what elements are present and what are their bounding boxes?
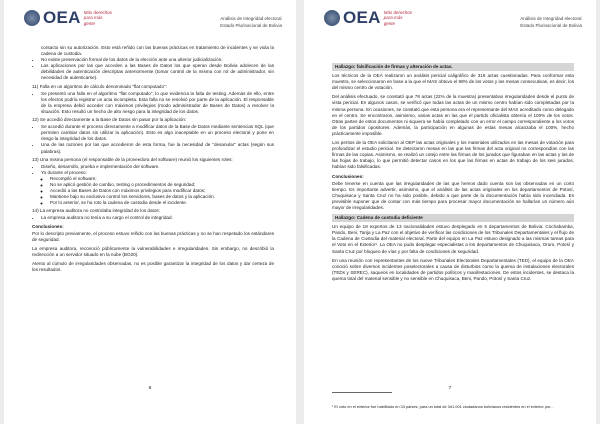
oea-seal-icon: [24, 10, 40, 26]
body-paragraph: Los peritos de la OEA solicitaron al OEP las actas originales y los materiales utilizados en las mesas de votación para profundizar el estudio pericial. Se detectaron mesas en las que las firmas del acta original no correspondían con las firmas de las copias. Asimismo, se realizó un cotejo entre las firmas de los jurados que figuraban en las actas y las de las hojas de trabajo, lo que permitió detectar casos en los que las firmas en actas de trabajo de los seis jurados, habían sido falsificadas.: [332, 140, 574, 170]
header-line-2: Estado Plurinacional de Bolivia: [220, 23, 282, 28]
logo-text: OEA: [43, 8, 81, 27]
sub-list-item: ◦ Por lo anterior, se ha roto la cadena de custodia desde el incidente.: [50, 200, 274, 206]
list-item: • La empresa auditora no tenía a su cargo el control de integridad.: [41, 215, 274, 221]
section-heading-custody: Hallazgo: Cadena de custodia deficiente: [332, 214, 574, 222]
document-page-left: [4, 0, 296, 424]
header-line-2: Estado Plurinacional de Bolivia: [520, 23, 582, 28]
page-number: 6: [148, 386, 152, 391]
oea-seal-icon: [324, 10, 340, 26]
finding-13-sublist: [41, 176, 274, 206]
page-header: [220, 15, 282, 29]
sub-list-item: ◦ Accedió a las Bases de Datos con máximos privilegios para modificar datos;: [50, 188, 274, 194]
footnote: ¹ El voto en el exterior fue habilitado en 33 países, para un total de 341.001 ciudadanos bolivianos residentes en el exterior por...: [332, 404, 554, 409]
right-page-content: [332, 60, 574, 285]
body-paragraph: Un equipo de 18 expertos de 13 nacionalidades estuvo desplegado en 5 departamentos de Bolivia: Cochabamba, Pando, Beni, Tarija y La Paz con el objetivo de verificar las condiciones de los Tribunales Departamentales y el flujo de la Cadena de Custodia del material electoral. Parte del equipo en La Paz estuvo designado a las mismas tareas para el Voto en el Exterior¹. La OEA no pudo desplegar especialistas a los departamentos de Chuquisaca, Oruro, Potosí y Santa Cruz por bloqueo de vías y por falta de condiciones de seguridad.: [332, 224, 574, 254]
sub-list-item: ◦ Recompiló el software;: [50, 176, 274, 182]
logo-text: OEA: [343, 8, 381, 27]
sub-list-item: ◦ Mantiene bajo su exclusivo control los servidores, bases de datos y la aplicación.: [50, 194, 274, 200]
header-line-1: Análisis de Integridad electoral: [220, 16, 282, 21]
conclusion-paragraph: Atento al cúmulo de irregularidades observadas, no es posible garantizar la integridad de los datos y dar certeza de los resultados.: [32, 261, 274, 273]
body-paragraph: En una reunión con representantes de los nueve Tribunales Electorales Departamentales (TED), el equipo de la OEA conoció sobre diversos incidentes poselectorales a causa de disturbios como la quema de instalaciones electorales (TEDs y SEREC), saqueos en localidades de partidos políticos y manifestaciones. De estos incidentes, se destaca la quema total del material sensible y no sensible en Chuquisaca, Beni, Pando, Potosí y Santa Cruz.: [332, 257, 574, 281]
conclusions-heading: Conclusiones:: [32, 223, 64, 229]
list-item: • Diseño, desarrollo, prueba e implementación del software.: [41, 164, 274, 170]
list-item: • Se presentó una falla en el algoritmo "flat computado", lo que evidencia la falta de testing. Además de ello, entre los efectos podría registrar un acta incompleta. Esta falla no se resolvió por parte de la aplicación. El responsable de la empresa debió acceder con máximos privilegios (modo administrador de Bases de Datos) a resolver la situación. Esto resultó un hecho de alto riesgo para la integridad de los datos.: [41, 91, 274, 115]
sub-list-item: ◦ No se aplicó gestión de cambio, testing o procedimientos de seguridad;: [50, 182, 274, 188]
intro-bullet-list: [32, 45, 274, 82]
header-line-1: Análisis de Integridad electoral: [520, 16, 582, 21]
left-page-content: [32, 45, 274, 276]
list-item: • Se accedió durante el proceso directamente a modificar datos de la Base de Datos mediante sentencias SQL (que permiten cambiar datos sin utilizar la aplicación). Esto es algo inaceptable en un proceso electoral y pone en riesgo la integridad de los datos.: [41, 124, 274, 142]
list-item: contacto sin su autorización. Esto está reñido con las buenas prácticas en tratamiento de incidentes y se viola la cadena de custodia.: [41, 45, 274, 57]
conclusions-heading: Conclusiones:: [332, 173, 364, 179]
body-paragraph: Del análisis efectuado, se constató que 78 actas (22% de la muestra) presentaban irregularidades desde el punto de vista pericial. En algunos casos, se verificó que todas las actas de un mismo centro habían sido completadas por la misma persona. En ocasiones, se constató que esta persona era el representante del MAS acreditado como delegado en el centro. Se encontraron, asimismo, varias actas en las que el partido oficialista obtenía el 100% de los votos. Otras partes de estos documentos ni siquiera se había completado con un error el campo correspondiente a los votos de los partidos opositores. Además, la participación en algunas de estas mesas alcanzaba el 100%, hecho prácticamente imposible.: [332, 94, 574, 136]
page-number: 7: [448, 386, 452, 391]
conclusion-paragraph: Por lo descripto previamente, el proceso estuvo reñido con las buenas prácticas y no se han respetado los estándares de seguridad.: [32, 230, 274, 242]
body-paragraph: Los técnicos de la OEA realizaron un análisis pericial caligráfico de 318 actas cuestionadas. Para conformar esta muestra, se seleccionaron en base a la que el MAS obtuvo el 98% de los votos y las mesas consecutivas, es decir, los del mismo centro de votación.: [332, 73, 574, 91]
finding-14-heading: 14) La empresa auditora no controlaba integridad de los datos:: [32, 208, 160, 214]
finding-14-list: [32, 215, 274, 221]
finding-12-heading: 12) Se accedió directamente a la Base de Datos sin pasar por la aplicación:: [32, 117, 187, 123]
oea-logo: [324, 8, 414, 28]
finding-11-list: [32, 91, 274, 115]
footnote-divider: [332, 392, 392, 393]
finding-13-list: [32, 164, 274, 207]
list-item: • No existe preservación formal de los datos de la elección ante una ulterior judicialización.: [41, 57, 274, 63]
logo-tagline: Más derechos para más gente: [83, 9, 113, 26]
document-page-right: [304, 0, 596, 424]
list-item-text: Yo durante el proceso:: [41, 169, 87, 175]
list-item: • Una de las razones por las que accedieron de esta forma, fue la necesidad de "desanular" actas (según sus palabras).: [41, 142, 274, 154]
page-header: [520, 15, 582, 29]
list-item: [41, 170, 274, 207]
conclusion-paragraph: La empresa auditora, reconoció públicamente la vulnerabilidades e irregularidades. Sin embargo, no describió la redirección a un servidor situado en la nube (BO20).: [32, 245, 274, 257]
logo-tagline: Más derechos para más gente: [383, 9, 413, 26]
section-heading-signatures: Hallazgo: falsificación de firmas y alteración de actas.: [332, 63, 574, 71]
list-item: • Las aplicaciones por las que acceden a las Bases de Datos los que operan desde Bolivia adolecen de las debilidades de autenticación descriptas anteriormente (tomar control de la misma con rol de administrador, sin necesidad de autenticarse).: [41, 63, 274, 81]
finding-12-list: [32, 124, 274, 154]
conclusion-paragraph: Debe tenerse en cuenta que las irregularidades de las que hemos dado cuenta son las observadas en un corto tiempo. Es importante advertir, asimismo, que el análisis de las actas originales en los departamentos de Potosí, Chuquisaca y Santa Cruz no ha sido posible, debido a que parte de la documentación había sido incendiada. Es previsible suponer que de contar con más tiempo para procesar mayor documentación se hallarían un número aún mayor de irregularidades.: [332, 180, 574, 210]
finding-11-heading: 11) Falla en un algoritmo de cálculo denominado "flat computado":: [32, 83, 167, 89]
finding-13-heading: 13) Una misma persona (el responsable de la proveedora del software) reunió los siguientes roles:: [32, 156, 233, 162]
oea-logo: [24, 8, 114, 28]
